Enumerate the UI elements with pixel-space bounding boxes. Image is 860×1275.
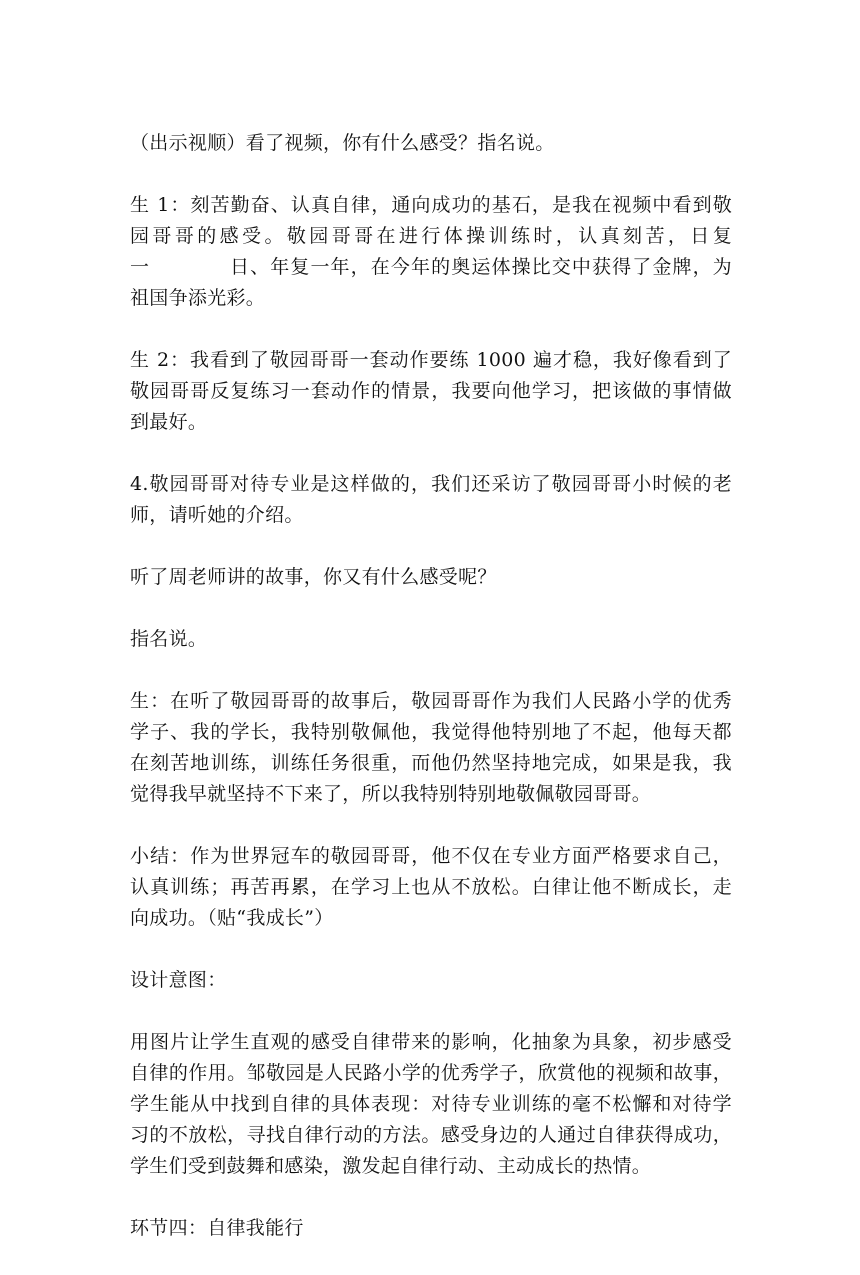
paragraph-call-on [130,624,732,655]
text-line: 生 1：刻苦勤奋、认真自律，通向成功的基石，是我在视频中看到敬 [130,194,732,216]
text-line: 向成功。（贴“我成长”） [130,907,334,929]
text-line: 设计意图： [130,969,227,991]
paragraph-section-four-heading [130,1213,732,1244]
text-line: 环节四：自律我能行 [130,1217,304,1239]
text-line: 师，请听她的介绍。 [130,504,304,526]
paragraph-student-2 [130,345,732,438]
paragraph-student-3 [130,686,732,810]
paragraph-design-intent [130,1027,732,1182]
paragraph-summary [130,841,732,934]
text-line: 生：在听了敬园哥哥的故事后，敬园哥哥作为我们人民路小学的优秀 [130,690,732,712]
text-line-split [130,252,732,283]
text-line: 指名说。 [130,628,208,650]
text-line: 习的不放松，寻找自律行动的方法。感受身边的人通过自律获得成功， [130,1124,732,1146]
text-fragment: 一 [130,256,150,278]
text-line: 学生们受到鼓舞和感染，激发起自律行动、主动成长的热情。 [130,1155,652,1177]
text-line: （出示视顺）看了视频，你有什么感受？指名说。 [130,132,555,154]
paragraph-video-question [130,128,732,159]
text-line: 祖国争添光彩。 [130,287,266,309]
text-line: 学生能从中找到自律的具体表现：对待专业训练的毫不松懈和对待学 [130,1093,732,1115]
text-line: 学子、我的学长，我特别敬佩他，我觉得他特别地了不起，他每天都 [130,721,732,743]
paragraph-design-intent-heading [130,965,732,996]
document-body [130,128,732,1275]
text-line: 敬园哥哥反复练习一套动作的情景，我要向他学习，把该做的事情做 [130,380,732,402]
text-line: 用图片让学生直观的感受自律带来的影响，化抽象为具象，初步感受 [130,1031,732,1053]
text-line: 自律的作用。邹敬园是人民路小学的优秀学子，欣赏他的视频和故事， [130,1062,732,1084]
paragraph-teacher-interview [130,469,732,531]
text-line: 在刻苦地训练，训练任务很重，而他仍然坚持地完成，如果是我，我 [130,752,732,774]
text-line: 生 2：我看到了敬园哥哥一套动作要练 1000 遍才稳，我好像看到了 [130,349,732,371]
text-fragment: 日、年复一年，在今年的奥运体操比交中获得了金牌，为 [230,256,732,278]
text-line: 到最好。 [130,411,208,433]
text-line: 觉得我早就坚持不下来了，所以我特别特别地敬佩敬园哥哥。 [130,783,652,805]
text-line: 听了周老师讲的故事，你又有什么感受呢？ [130,566,497,588]
paragraph-student-1 [130,190,732,314]
text-line: 4.敬园哥哥对待专业是这样做的，我们还采访了敬园哥哥小时候的老 [130,473,732,495]
text-line: 小结：作为世界冠车的敬园哥哥，他不仅在专业方面严格要求自己， [130,845,732,867]
text-line: 认真训练；再苦再累，在学习上也从不放松。白律让他不断成长，走 [130,876,732,898]
paragraph-story-question [130,562,732,593]
text-line: 园哥哥的感受。敬园哥哥在进行体操训练时，认真刻苦，日复 [130,225,732,247]
